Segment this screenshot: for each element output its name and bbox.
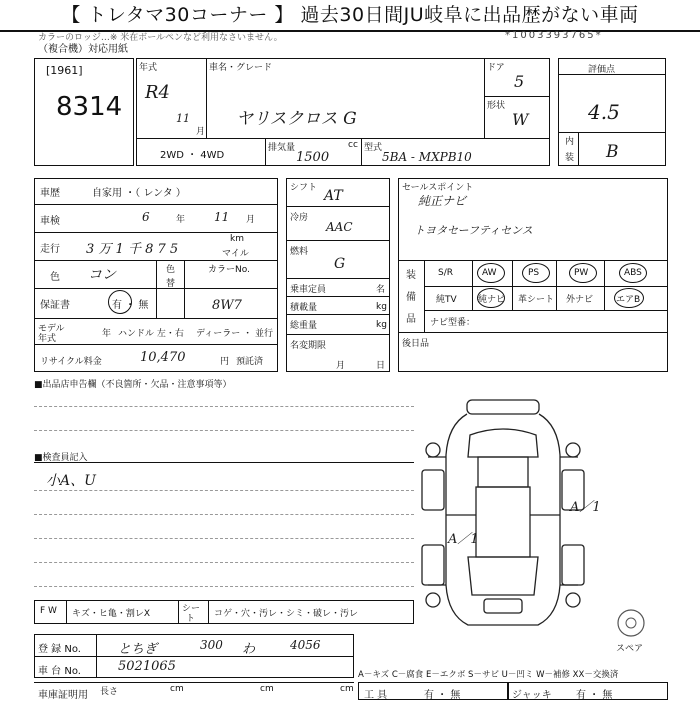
equip-abs: ABS (624, 268, 642, 278)
model-year-label-2: 年式 (38, 334, 57, 344)
warranty-label: 保証書 (40, 300, 70, 311)
year-label: 年式 (139, 63, 158, 73)
circle-abs (619, 263, 647, 283)
passengers-unit: 名 (376, 285, 386, 295)
jack-label: ジャッキ (512, 690, 552, 701)
registration-kana: わ (242, 642, 256, 657)
interior-label-1: 内 (565, 137, 575, 147)
cert-cm-1: cm (170, 684, 184, 694)
registration-class: 300 (200, 638, 223, 652)
lot-number: 8314 (56, 92, 123, 122)
shape-label: 形状 (487, 101, 506, 111)
tools-options: 有 ・ 無 (424, 690, 461, 701)
recycle-label: リサイクル料金 (40, 357, 102, 367)
gross-weight-label: 総重量 (290, 321, 318, 331)
color-no-label: カラーNo. (208, 265, 250, 275)
fuel-label: 燃料 (290, 247, 309, 257)
damage-mark-left: A／1 (448, 532, 479, 547)
tools-label: 工 具 (364, 690, 388, 701)
sales-points-line1: 純正ナビ (418, 194, 467, 208)
banner-title: 【 トレタマ30コーナー 】 過去30日間JU岐阜に出品歴がない車両 (0, 0, 700, 32)
load-unit: kg (376, 302, 387, 312)
spare-tire-icon (616, 608, 646, 638)
equip-airbag: エアB (616, 295, 641, 305)
chassis-value: 5021065 (118, 659, 176, 674)
damage-mark-right: A／1 (570, 500, 601, 515)
passengers-label: 乗車定員 (290, 285, 327, 295)
inspection-year-unit: 年 (176, 215, 186, 225)
barcode-number: *1003393765* (505, 30, 603, 41)
fw-items: キズ・ヒ亀・割レX (72, 609, 150, 619)
ac-value: AAC (326, 220, 353, 234)
year-era-value: R4 (145, 82, 171, 103)
color-label: 色 (50, 272, 60, 283)
color-value: コン (88, 267, 116, 283)
history-label: 車歴 (40, 188, 60, 199)
equip-leather: 革シート (518, 295, 555, 305)
deadline-unit: 月 (336, 361, 346, 371)
mileage-value: 3 万 1 千 8 7 5 (86, 242, 179, 257)
circle-aw (477, 263, 505, 283)
displacement-unit: cc (348, 140, 358, 150)
inspection-month-unit: 月 (246, 215, 256, 225)
circle-airbag (614, 288, 644, 308)
post-notes-label: 後日品 (402, 339, 430, 349)
equip-ps: PS (528, 268, 540, 278)
doors-value: 5 (514, 72, 525, 91)
color-change-label-2: 替 (166, 279, 176, 289)
year-month-value: 11 (176, 112, 190, 125)
sales-points-line2: トヨタセーフティセンス (414, 224, 533, 237)
inspection-month: 11 (214, 210, 230, 224)
drive-label: 2WD ・ 4WD (160, 150, 225, 161)
fw-label: F W (40, 606, 57, 616)
circle-navi (477, 288, 505, 308)
deadline-day-unit: 日 (376, 361, 386, 371)
inspection-year: 6 (142, 210, 150, 224)
inspector-notes-label: ■検査員記入 (34, 453, 88, 463)
jack-options: 有 ・ 無 (576, 690, 613, 701)
inspection-label: 車検 (40, 216, 60, 227)
shift-value: AT (324, 188, 343, 204)
model-code-value: 5BA - MXPB10 (382, 150, 472, 164)
displacement-value: 1500 (296, 150, 330, 165)
model-year-unit: 年 (102, 329, 112, 339)
evaluation-score: 4.5 (588, 100, 620, 124)
dealer-options: ディーラー ・ 並行 (196, 329, 274, 339)
car-name-label: 車名・グレード (209, 63, 273, 73)
form-type: （複合機）対応用紙 (38, 44, 128, 55)
equipment-label-2: 備 (406, 292, 416, 303)
registration-label: 登 録 No. (38, 644, 81, 655)
equip-pw: PW (574, 268, 589, 278)
shape-value: W (512, 110, 529, 129)
registration-number: 4056 (290, 638, 321, 652)
mileage-unit-mile: マイル (222, 249, 249, 259)
seller-notes-label: ■出品店申告欄（不良箇所・欠品・注意事項等） (34, 380, 232, 390)
gross-weight-unit: kg (376, 320, 387, 330)
cert-length-label: 長さ (100, 687, 119, 697)
cert-cm-2: cm (260, 684, 274, 694)
recycle-note: 預託済 (236, 357, 264, 367)
damage-legend: A－キズ C－腐食 E－エクボ S－サビ U－凹ミ W－補修 XX－交換済 (358, 670, 619, 680)
equip-ext-navi: 外ナビ (566, 295, 594, 305)
spare-label: スペア (616, 644, 644, 654)
ac-label: 冷房 (290, 213, 309, 223)
equip-sr: S/R (438, 268, 453, 278)
model-code-label: 型式 (364, 143, 383, 153)
year-month-unit: 月 (196, 127, 206, 137)
mileage-label: 走行 (40, 244, 60, 255)
model-year-label-1: モデル (38, 324, 65, 334)
load-label: 積載量 (290, 303, 318, 313)
equipment-label-3: 品 (406, 314, 416, 325)
evaluation-label: 評価点 (588, 65, 616, 75)
shift-label: シフト (290, 183, 318, 193)
seat-label-2: ト (186, 614, 196, 624)
handle-options: ハンドル 左・右 (118, 329, 184, 339)
doors-label: ドア (487, 63, 505, 73)
equip-tv: 純TV (436, 295, 457, 305)
car-name-value: ヤリスクロス G (236, 109, 357, 129)
sales-points-label: セールスポイント (402, 183, 474, 193)
color-change-label-1: 色 (166, 265, 176, 275)
recycle-unit: 円 (220, 357, 230, 367)
notice-line: カラーのロッジ…※ 米在ボールペンなど利用なさいません。 (38, 33, 283, 43)
history-options: 自家用 ・（ レンタ ） (92, 188, 186, 199)
seat-items: コゲ・穴・汚レ・シミ・破レ・汚レ (214, 609, 359, 619)
inspector-notes-line1: 小A、U (46, 473, 96, 489)
cert-cm-3: cm (340, 684, 354, 694)
navi-model-label: ナビ型番： (430, 318, 476, 328)
lot-prefix: [1961] (46, 64, 83, 77)
chassis-label: 車 台 No. (38, 666, 81, 677)
deadline-label: 名変期限 (290, 341, 327, 351)
equip-navi: 純ナビ (478, 295, 506, 305)
recycle-value: 10,470 (140, 350, 186, 365)
registration-region: とちぎ (118, 642, 158, 657)
car-damage-diagram (418, 395, 588, 635)
circle-ps (522, 263, 550, 283)
interior-label-2: 装 (565, 153, 575, 163)
warranty-circle (108, 290, 132, 314)
equipment-label-1: 装 (406, 270, 416, 281)
warranty-options: 有 ・ 無 (112, 300, 149, 311)
circle-pw (569, 263, 597, 283)
seat-label-1: シー (182, 604, 201, 614)
mileage-unit-km: km (230, 234, 244, 244)
fuel-value: G (334, 256, 346, 272)
displacement-label: 排気量 (268, 143, 296, 153)
equip-aw: AW (482, 268, 497, 278)
cert-row-label: 車庫証明用 (38, 690, 88, 701)
interior-value: B (606, 142, 619, 162)
color-no-value: 8W7 (212, 298, 242, 313)
